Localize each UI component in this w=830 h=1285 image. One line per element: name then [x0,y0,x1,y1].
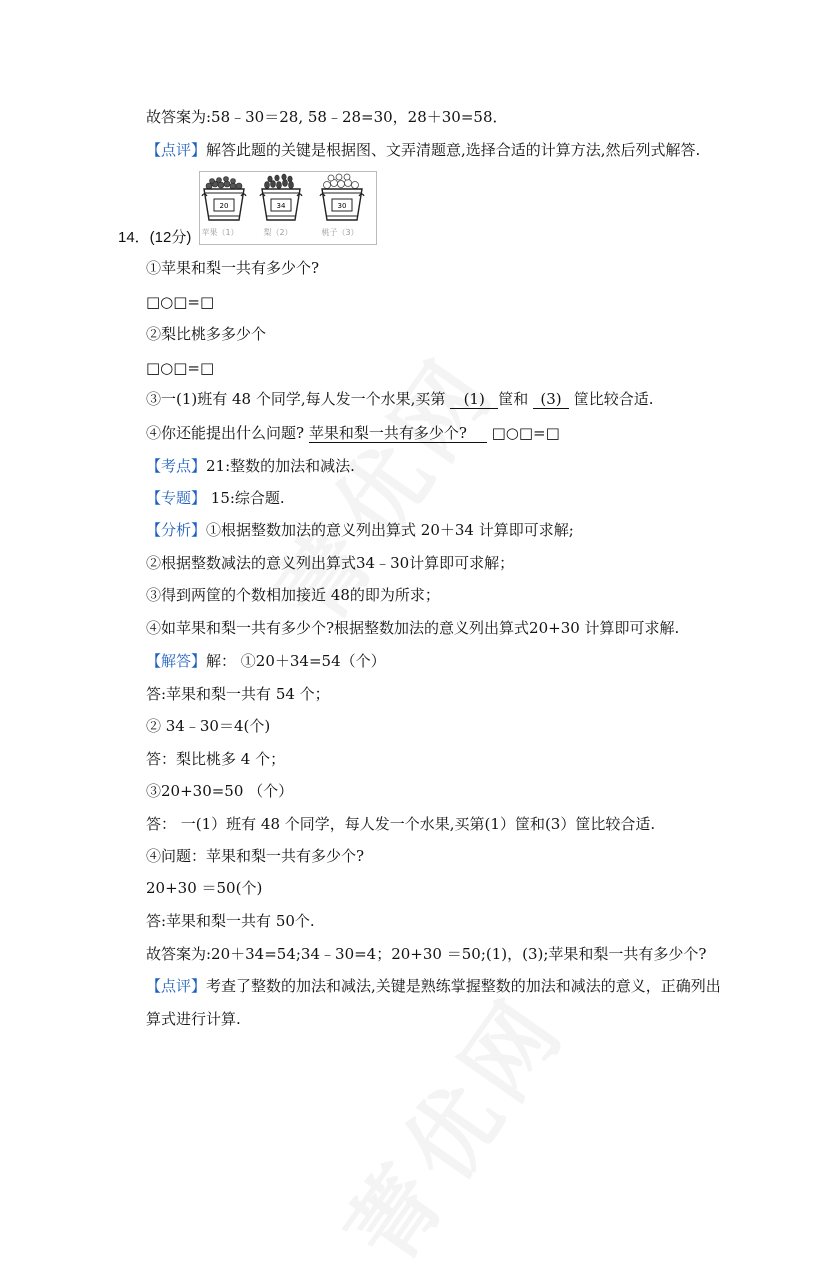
question-1: ①苹果和梨一共有多少个? [146,259,320,277]
dianping-tag: 【点评】 [146,977,207,995]
jieda-text: 解： ①20＋34=54（个） [206,652,386,670]
answer-3: 答：梨比桃多 4 个； [146,750,286,768]
dianping-text: 考查了整数的加法和减法,关键是熟练掌握整数的加法和减法的意义，正确列出 [206,977,721,995]
basket-label: 苹果（1） [201,228,239,237]
comment-line [146,140,700,160]
answer-summary: 故答案为:20＋34=54;34﹣30=4；20+30 ＝50;(1)，(3);苹果和梨一共有多少个? [146,945,707,963]
q3-mid: 筐和 [498,390,529,408]
basket-apple [201,177,246,238]
basket-number: 34 [276,202,286,210]
answer-8: 答:苹果和梨一共有 50个. [146,912,315,930]
q4-blank: 苹果和梨一共有多少个? [309,425,487,443]
basket-number: 20 [219,202,229,210]
question-number: 14．(12分) [118,229,192,246]
jieda-line [146,651,386,671]
fenxi-tag: 【分析】 [146,521,207,539]
question-3 [146,389,654,409]
question-2: ②梨比桃多多少个 [146,325,267,343]
answer-6: ④问题：苹果和梨一共有多少个? [146,847,365,865]
basket-peach [320,174,364,237]
q4-pre: ④你还能提出什么问题? [146,424,305,442]
basket-pear [260,174,302,237]
question-4 [146,423,560,443]
answer-1: 答:苹果和梨一共有 54 个； [146,685,330,703]
baskets-illustration [200,172,376,244]
q3-blank-2: (3) [533,391,569,409]
question-2-formula: □○□=□ [146,359,215,377]
question-1-formula: □○□=□ [146,293,215,311]
fenxi-line-2: ②根据整数减法的意义列出算式34﹣30计算即可求解； [146,554,515,572]
zhuanti-tag: 【专题】 [146,489,207,507]
baskets-figure [199,171,377,245]
q3-pre: ③一(1)班有 48 个同学,每人发一个水果,买第 [146,390,446,408]
answer-4: ③20+30=50 （个） [146,782,294,800]
answer-line: 故答案为:58﹣30＝28, 58﹣28=30，28＋30=58． [146,108,508,126]
q3-post: 筐比较合适. [573,390,654,408]
dianping-line-2: 算式进行计算. [146,1010,241,1028]
answer-7: 20+30 ＝50(个) [146,879,263,897]
zhuanti-line [146,488,285,508]
basket-label: 梨（2） [263,228,293,237]
kaodian-line [146,456,355,476]
answer-2: ② 34﹣30＝4(个) [146,717,271,735]
q3-blank-1: (1) [450,391,498,409]
basket-number: 30 [337,202,347,210]
fenxi-line [146,520,574,540]
dianping-line [146,976,721,996]
jieda-tag: 【解答】 [146,652,207,670]
watermark [311,965,590,1285]
q4-formula: □○□=□ [491,424,560,442]
kaodian-tag: 【考点】 [146,457,207,475]
zhuanti-text: 15:综合题. [206,489,285,507]
comment-text: 解答此题的关键是根据图、文弄清题意,选择合适的计算方法,然后列式解答. [206,141,701,159]
answer-5: 答： 一(1）班有 48 个同学，每人发一个水果,买第(1）筐和(3）筐比较合适. [146,815,656,833]
fenxi-text-1: ①根据整数加法的意义列出算式 20＋34 计算即可求解; [206,521,574,539]
basket-label: 桃子（3） [321,228,359,237]
fenxi-line-3: ③得到两筐的个数相加接近 48的即为所求； [146,586,440,604]
comment-tag: 【点评】 [146,141,207,159]
fenxi-line-4: ④如苹果和梨一共有多少个?根据整数加法的意义列出算式20+30 计算即可求解. [146,619,680,637]
kaodian-text: 21:整数的加法和减法. [206,457,355,475]
